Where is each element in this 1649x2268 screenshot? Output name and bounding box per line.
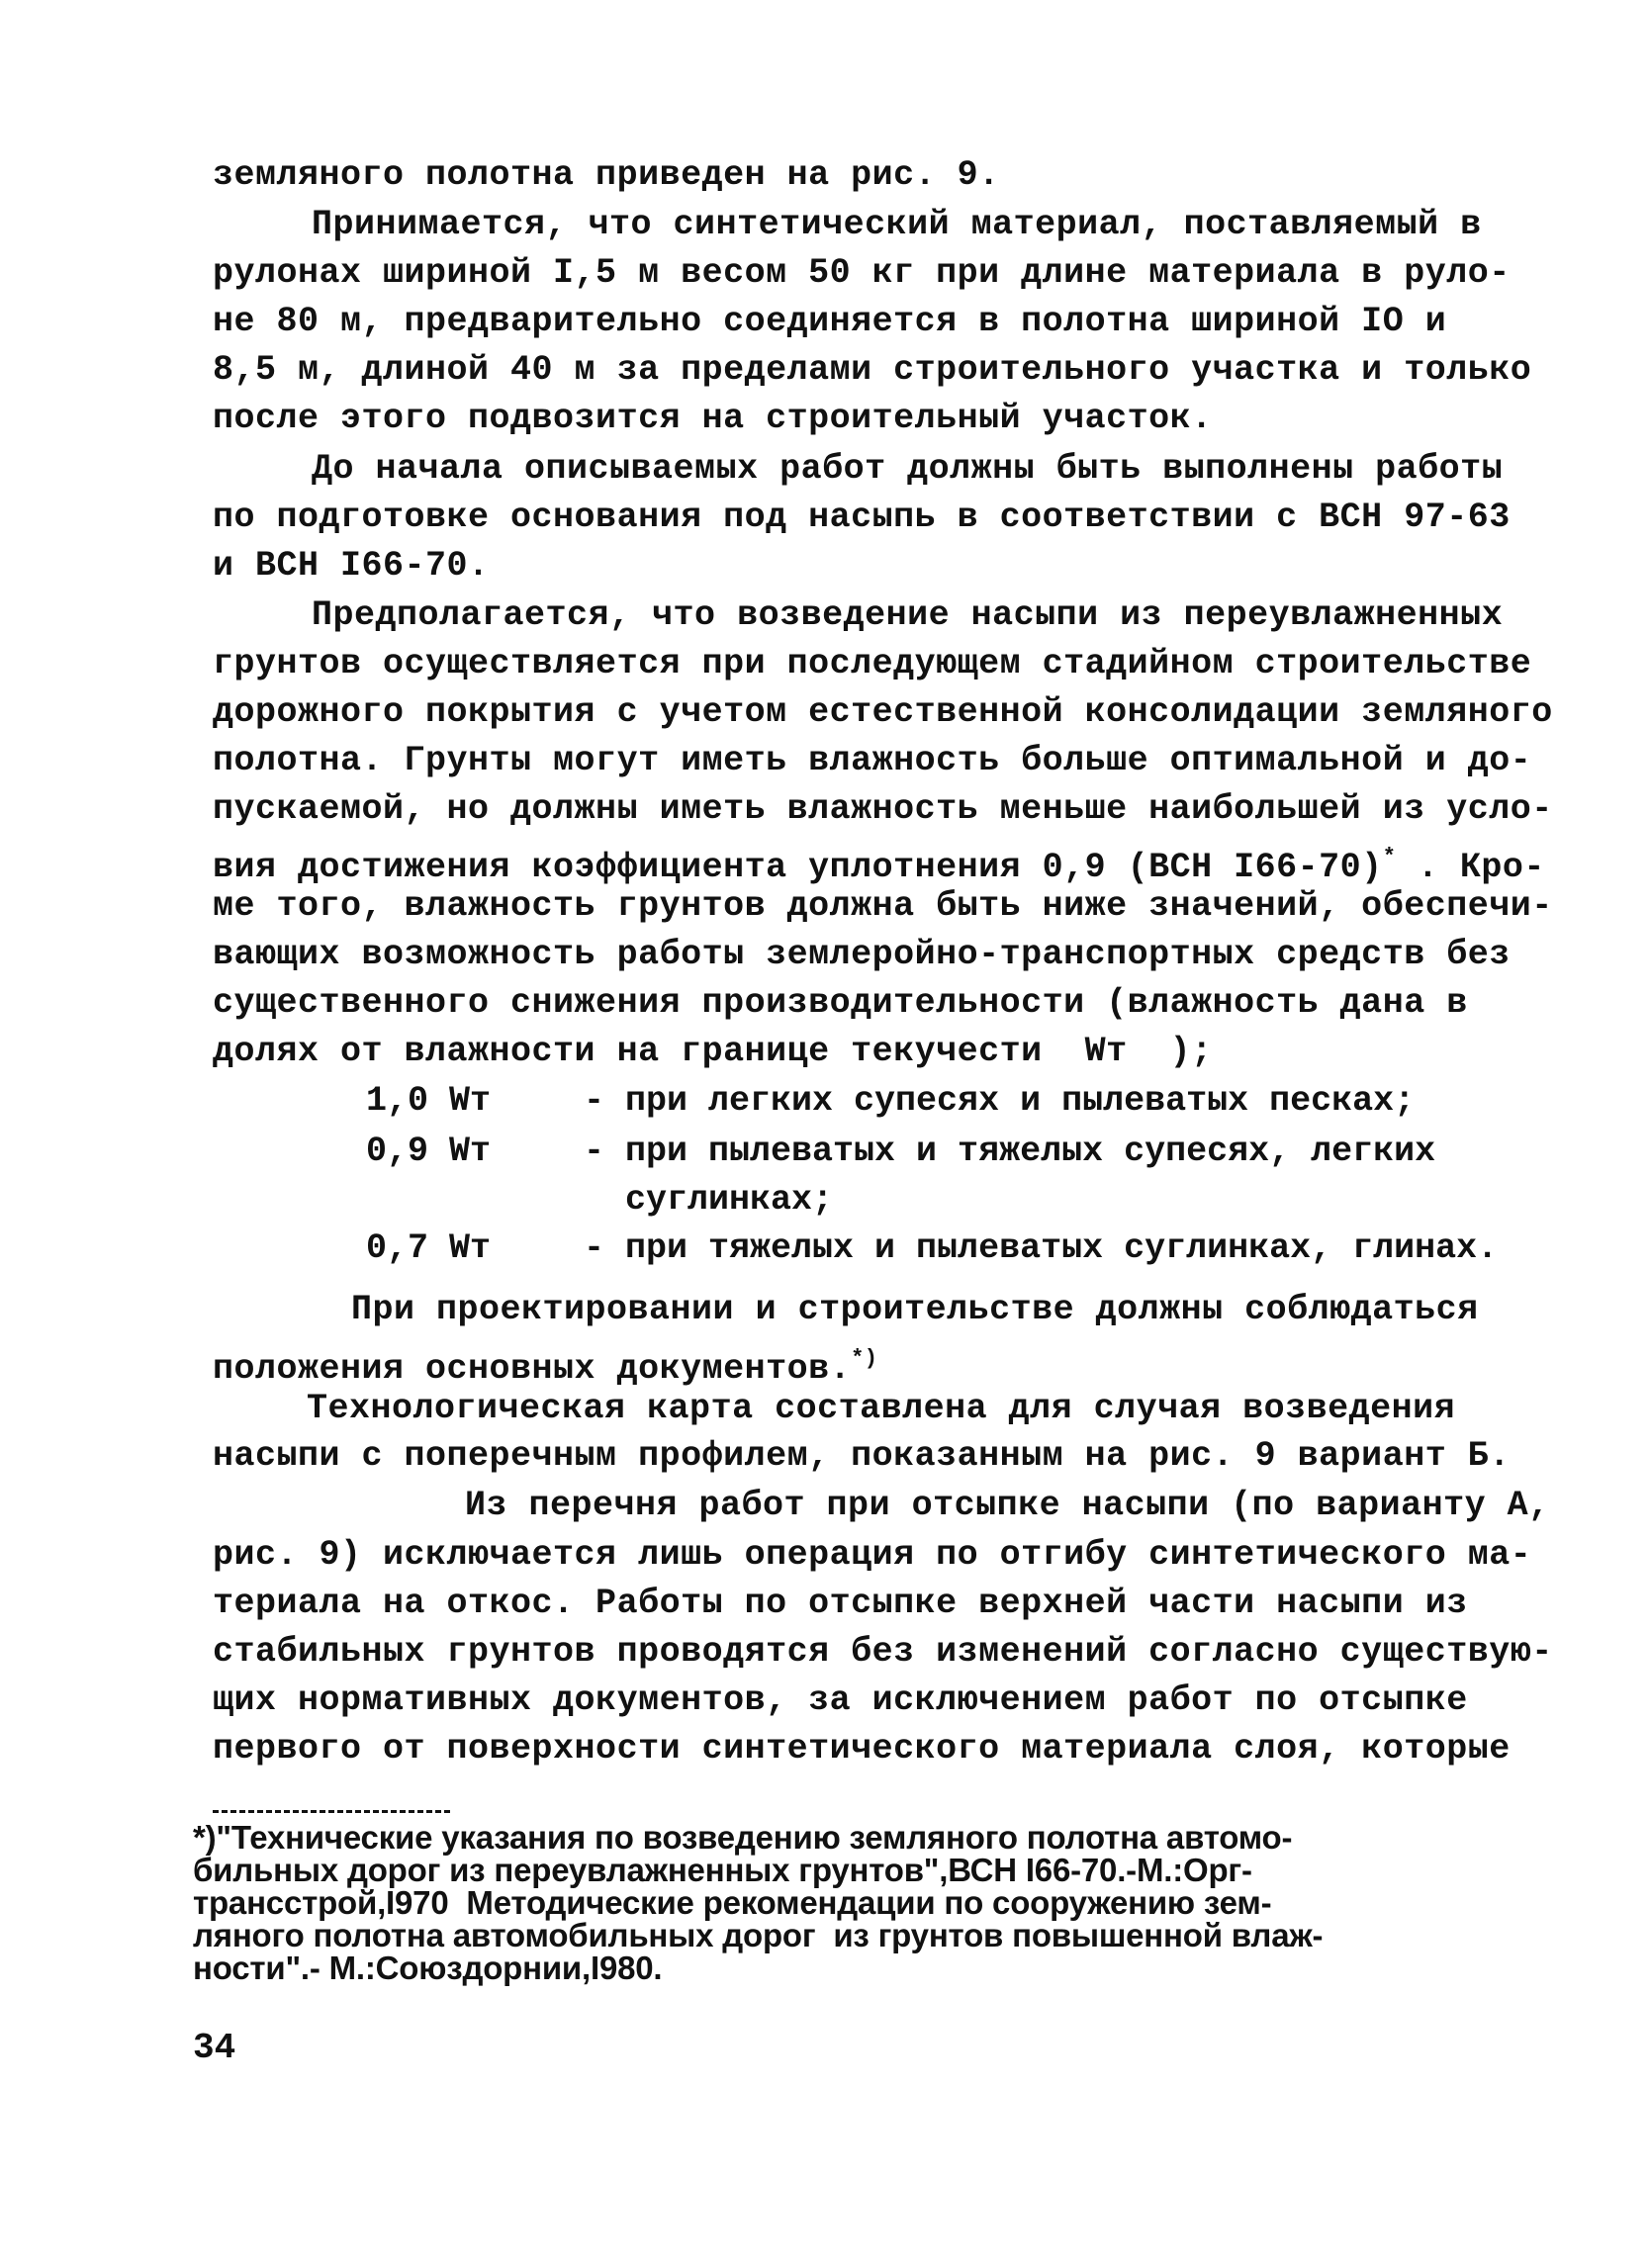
text-line: 8,5 м, длиной 40 м за пределами строительного участка и только: [213, 350, 1532, 390]
text-line: Предполагается, что возведение насыпи из переувлажненных: [312, 595, 1504, 635]
text-line: Из перечня работ при отсыпке насыпи (по варианту А,: [465, 1486, 1550, 1525]
text-line: пускаемой, но должны иметь влажность меньше наибольшей из усло-: [213, 789, 1553, 829]
text-line: При проектировании и строительстве должны соблюдаться: [351, 1290, 1479, 1329]
footnote-marker: *: [1382, 845, 1397, 869]
moisture-coef: 0,9 Wт: [366, 1132, 492, 1171]
text-line: и ВСН I66-70.: [213, 546, 490, 586]
text-line: насыпи с поперечным профилем, показанным на рис. 9 вариант Б.: [213, 1436, 1511, 1476]
text-line: Принимается, что синтетический материал, поставляемый в: [312, 205, 1482, 244]
text-line: существенного снижения производительности (влажность дана в: [213, 983, 1468, 1023]
text-line: рис. 9) исключается лишь операция по отгибу синтетического ма-: [213, 1535, 1532, 1575]
text-line: по подготовке основания под насыпь в соответствии с ВСН 97-63: [213, 498, 1511, 537]
text-line: териала на откос. Работы по отсыпке верхней части насыпи из: [213, 1584, 1468, 1623]
text-line: полотна. Грунты могут иметь влажность больше оптимальной и до-: [213, 741, 1532, 780]
text-line: земляного полотна приведен на рис. 9.: [213, 155, 1000, 195]
text-line: грунтов осуществляется при последующем стадийном строительстве: [213, 644, 1532, 683]
footnote-line: ности".- М.:Союздорнии,I980.: [193, 1950, 663, 1986]
moisture-desc: - при тяжелых и пылеватых суглинках, глинах.: [584, 1228, 1499, 1268]
text-line: не 80 м, предварительно соединяется в полотна шириной IO и: [213, 302, 1447, 341]
footnote-line: ляного полотна автомобильных дорог из грунтов повышенной влаж-: [193, 1917, 1324, 1953]
text-line: Технологическая карта составлена для случая возведения: [307, 1389, 1456, 1428]
text-line: стабильных грунтов проводятся без изменений согласно существую-: [213, 1632, 1553, 1672]
footnote-line: *)"Технические указания по возведению земляного полотна автомо-: [193, 1819, 1293, 1856]
text-line: рулонах шириной I,5 м весом 50 кг при длине материала в руло-: [213, 253, 1511, 293]
text-line: долях от влажности на границе текучести Wт );: [213, 1032, 1213, 1071]
moisture-coef: 0,7 Wт: [366, 1228, 492, 1268]
text-segment: положения основных документов.: [213, 1349, 852, 1389]
moisture-desc: - при пылеватых и тяжелых супесях, легких: [584, 1132, 1436, 1171]
footnote-separator: [213, 1810, 450, 1813]
text-line: вающих возможность работы землеройно-транспортных средств без: [213, 935, 1511, 974]
text-line: дорожного покрытия с учетом естественной консолидации земляного: [213, 692, 1553, 732]
text-line: До начала описываемых работ должны быть выполнены работы: [312, 449, 1504, 489]
page-number: 34: [193, 2028, 236, 2068]
text-line: ме того, влажность грунтов должна быть ниже значений, обеспечи-: [213, 886, 1553, 926]
footnote-marker: *): [851, 1346, 878, 1371]
moisture-desc: - при легких супесях и пылеватых песках;: [584, 1081, 1416, 1121]
text-line: после этого подвозится на строительный участок.: [213, 399, 1213, 438]
text-line: первого от поверхности синтетического материала слоя, которые: [213, 1729, 1511, 1769]
text-line: щих нормативных документов, за исключением работ по отсыпке: [213, 1680, 1468, 1720]
text-segment: . Кро-: [1396, 848, 1545, 887]
moisture-desc: суглинках;: [584, 1180, 834, 1220]
text-segment: вия достижения коэффициента уплотнения 0,9 (ВСН I66-70): [213, 848, 1383, 887]
footnote-line: бильных дорог из переувлажненных грунтов",ВСН I66-70.-М.:Орг-: [193, 1852, 1252, 1888]
moisture-coef: 1,0 Wт: [366, 1081, 492, 1121]
footnote-line: трансстрой,I970 Методические рекомендации по сооружению зем-: [193, 1884, 1272, 1921]
